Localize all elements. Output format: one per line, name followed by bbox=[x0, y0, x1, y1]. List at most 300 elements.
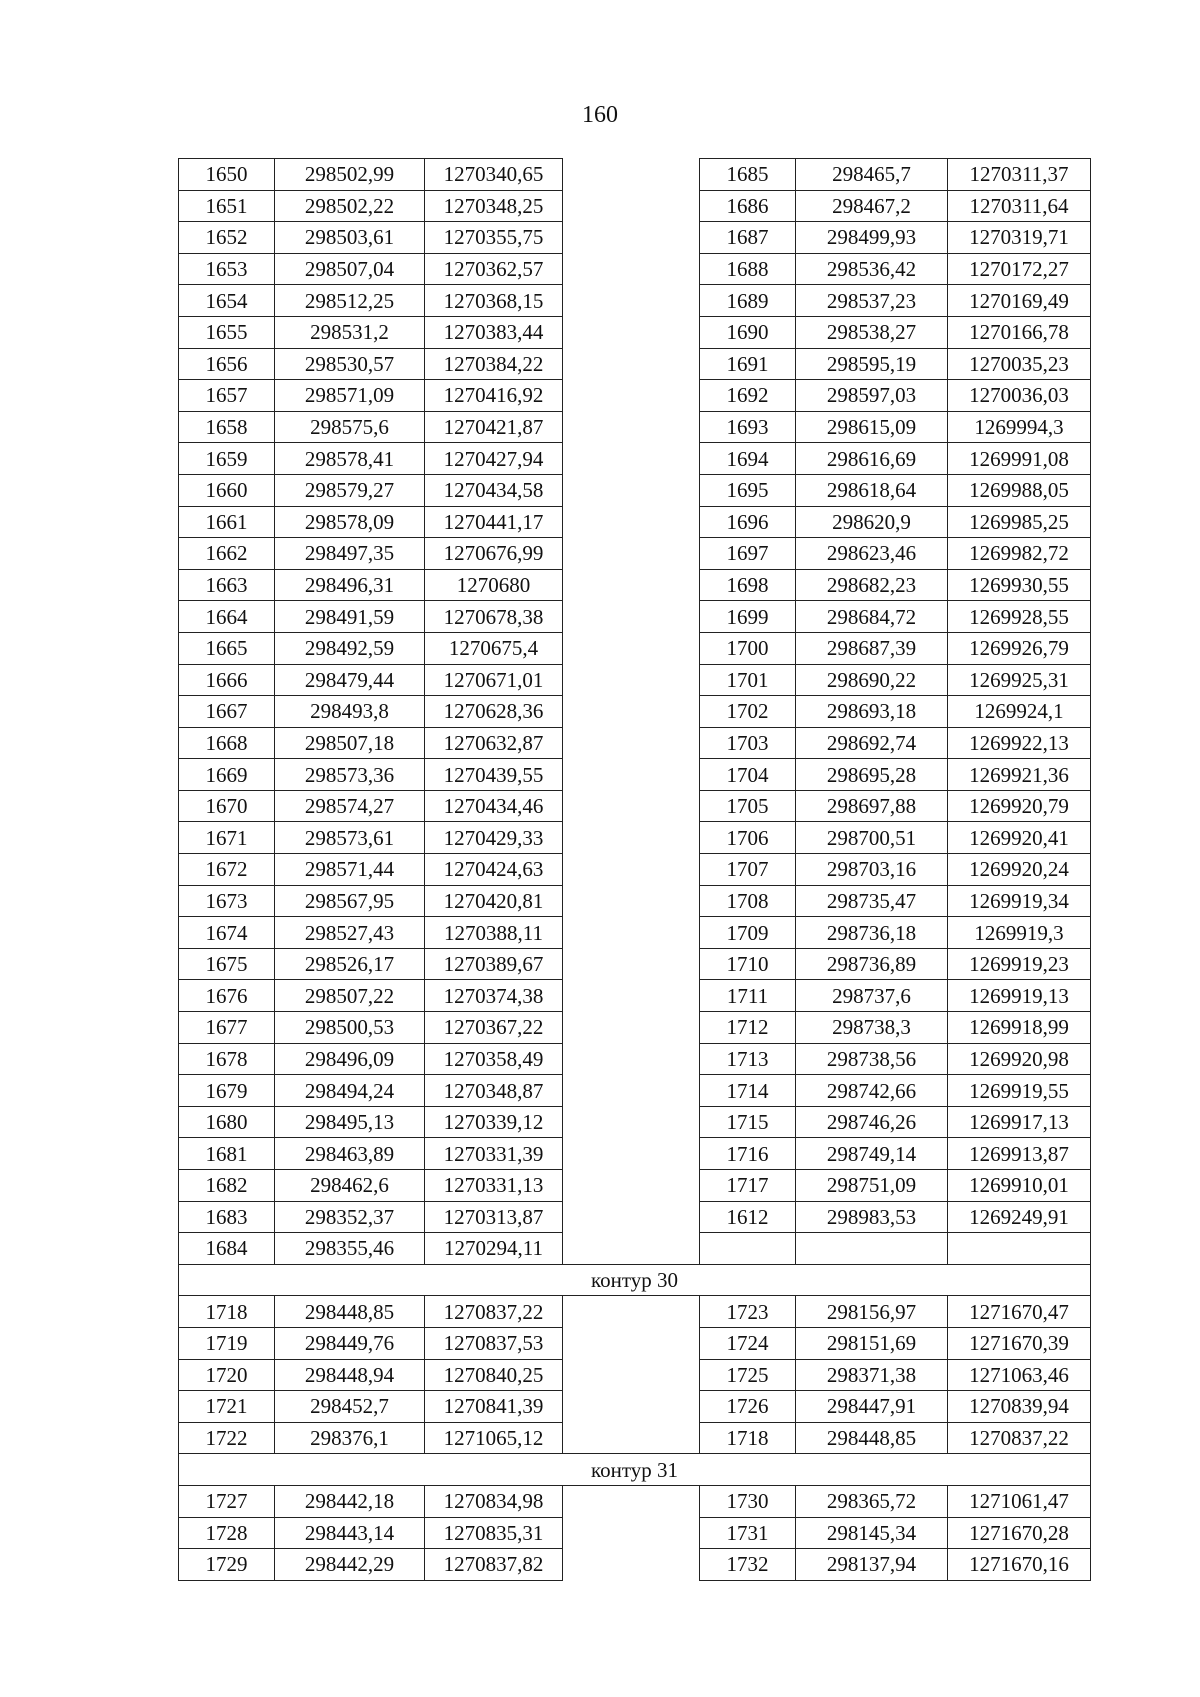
right-y-coordinate: 1270837,22 bbox=[948, 1422, 1091, 1454]
column-gap bbox=[563, 1422, 700, 1454]
left-y-coordinate: 1270348,25 bbox=[425, 190, 563, 222]
column-gap bbox=[563, 1170, 700, 1202]
right-y-coordinate: 1269926,79 bbox=[948, 632, 1091, 664]
left-x-coordinate: 298575,6 bbox=[275, 411, 425, 443]
right-point-number: 1724 bbox=[700, 1327, 796, 1359]
left-y-coordinate: 1270420,81 bbox=[425, 885, 563, 917]
right-x-coordinate: 298137,94 bbox=[796, 1549, 948, 1581]
right-y-coordinate: 1269985,25 bbox=[948, 506, 1091, 538]
right-y-coordinate: 1270319,71 bbox=[948, 222, 1091, 254]
left-point-number: 1664 bbox=[179, 601, 275, 633]
left-y-coordinate: 1270313,87 bbox=[425, 1201, 563, 1233]
left-point-number: 1729 bbox=[179, 1549, 275, 1581]
right-x-coordinate: 298703,16 bbox=[796, 854, 948, 886]
table-row bbox=[179, 474, 1091, 506]
left-y-coordinate: 1270837,22 bbox=[425, 1296, 563, 1328]
table-row bbox=[179, 664, 1091, 696]
left-x-coordinate: 298479,44 bbox=[275, 664, 425, 696]
right-point-number: 1711 bbox=[700, 980, 796, 1012]
left-point-number: 1662 bbox=[179, 538, 275, 570]
left-point-number: 1718 bbox=[179, 1296, 275, 1328]
right-y-coordinate: 1270036,03 bbox=[948, 380, 1091, 412]
right-point-number: 1730 bbox=[700, 1485, 796, 1517]
left-y-coordinate: 1270340,65 bbox=[425, 159, 563, 191]
left-x-coordinate: 298494,24 bbox=[275, 1075, 425, 1107]
right-point-number: 1701 bbox=[700, 664, 796, 696]
right-y-coordinate: 1270311,64 bbox=[948, 190, 1091, 222]
left-x-coordinate: 298352,37 bbox=[275, 1201, 425, 1233]
right-point-number: 1707 bbox=[700, 854, 796, 886]
table-row bbox=[179, 1043, 1091, 1075]
table-row bbox=[179, 948, 1091, 980]
left-point-number: 1683 bbox=[179, 1201, 275, 1233]
right-y-coordinate: 1269924,1 bbox=[948, 696, 1091, 728]
right-y-coordinate: 1269920,41 bbox=[948, 822, 1091, 854]
left-y-coordinate: 1270368,15 bbox=[425, 285, 563, 317]
left-x-coordinate: 298502,22 bbox=[275, 190, 425, 222]
right-point-number: 1687 bbox=[700, 222, 796, 254]
left-x-coordinate: 298496,31 bbox=[275, 569, 425, 601]
left-y-coordinate: 1270632,87 bbox=[425, 727, 563, 759]
column-gap bbox=[563, 569, 700, 601]
left-x-coordinate: 298512,25 bbox=[275, 285, 425, 317]
column-gap bbox=[563, 1517, 700, 1549]
right-y-coordinate: 1270166,78 bbox=[948, 316, 1091, 348]
coordinates-table-body bbox=[179, 159, 1091, 1581]
table-row bbox=[179, 569, 1091, 601]
left-x-coordinate: 298355,46 bbox=[275, 1233, 425, 1265]
left-point-number: 1668 bbox=[179, 727, 275, 759]
right-y-coordinate: 1271670,39 bbox=[948, 1327, 1091, 1359]
column-gap bbox=[563, 506, 700, 538]
table-row bbox=[179, 285, 1091, 317]
left-y-coordinate: 1270362,57 bbox=[425, 253, 563, 285]
left-y-coordinate: 1270837,53 bbox=[425, 1327, 563, 1359]
left-y-coordinate: 1270676,99 bbox=[425, 538, 563, 570]
column-gap bbox=[563, 632, 700, 664]
left-y-coordinate: 1270294,11 bbox=[425, 1233, 563, 1265]
left-x-coordinate: 298442,18 bbox=[275, 1485, 425, 1517]
left-y-coordinate: 1270441,17 bbox=[425, 506, 563, 538]
column-gap bbox=[563, 601, 700, 633]
left-point-number: 1659 bbox=[179, 443, 275, 475]
column-gap bbox=[563, 1391, 700, 1423]
right-x-coordinate: 298746,26 bbox=[796, 1106, 948, 1138]
left-y-coordinate: 1270358,49 bbox=[425, 1043, 563, 1075]
left-point-number: 1660 bbox=[179, 474, 275, 506]
left-y-coordinate: 1270331,39 bbox=[425, 1138, 563, 1170]
column-gap bbox=[563, 316, 700, 348]
right-x-coordinate: 298690,22 bbox=[796, 664, 948, 696]
right-y-coordinate: 1270035,23 bbox=[948, 348, 1091, 380]
left-y-coordinate: 1270421,87 bbox=[425, 411, 563, 443]
left-x-coordinate: 298496,09 bbox=[275, 1043, 425, 1075]
right-point-number: 1716 bbox=[700, 1138, 796, 1170]
right-x-coordinate: 298371,38 bbox=[796, 1359, 948, 1391]
right-y-coordinate: 1270311,37 bbox=[948, 159, 1091, 191]
right-y-coordinate: 1270839,94 bbox=[948, 1391, 1091, 1423]
right-x-coordinate: 298156,97 bbox=[796, 1296, 948, 1328]
left-x-coordinate: 298448,85 bbox=[275, 1296, 425, 1328]
left-point-number: 1679 bbox=[179, 1075, 275, 1107]
table-row bbox=[179, 1170, 1091, 1202]
left-point-number: 1719 bbox=[179, 1327, 275, 1359]
left-point-number: 1667 bbox=[179, 696, 275, 728]
table-row bbox=[179, 1327, 1091, 1359]
left-x-coordinate: 298497,35 bbox=[275, 538, 425, 570]
column-gap bbox=[563, 1138, 700, 1170]
right-point-number: 1685 bbox=[700, 159, 796, 191]
left-point-number: 1669 bbox=[179, 759, 275, 791]
right-x-coordinate: 298616,69 bbox=[796, 443, 948, 475]
table-row bbox=[179, 1075, 1091, 1107]
left-y-coordinate: 1270837,82 bbox=[425, 1549, 563, 1581]
left-y-coordinate: 1270427,94 bbox=[425, 443, 563, 475]
table-row bbox=[179, 1422, 1091, 1454]
table-row bbox=[179, 253, 1091, 285]
table-row bbox=[179, 1296, 1091, 1328]
right-x-coordinate: 298538,27 bbox=[796, 316, 948, 348]
left-point-number: 1665 bbox=[179, 632, 275, 664]
column-gap bbox=[563, 443, 700, 475]
left-y-coordinate: 1270388,11 bbox=[425, 917, 563, 949]
right-x-coordinate: 298595,19 bbox=[796, 348, 948, 380]
left-x-coordinate: 298526,17 bbox=[275, 948, 425, 980]
right-point-number: 1710 bbox=[700, 948, 796, 980]
section-heading-row bbox=[179, 1454, 1091, 1486]
column-gap bbox=[563, 1012, 700, 1044]
left-x-coordinate: 298442,29 bbox=[275, 1549, 425, 1581]
left-point-number: 1721 bbox=[179, 1391, 275, 1423]
column-gap bbox=[563, 1485, 700, 1517]
left-x-coordinate: 298578,09 bbox=[275, 506, 425, 538]
left-point-number: 1654 bbox=[179, 285, 275, 317]
left-point-number: 1675 bbox=[179, 948, 275, 980]
left-y-coordinate: 1270424,63 bbox=[425, 854, 563, 886]
left-x-coordinate: 298443,14 bbox=[275, 1517, 425, 1549]
left-x-coordinate: 298448,94 bbox=[275, 1359, 425, 1391]
left-point-number: 1657 bbox=[179, 380, 275, 412]
table-row bbox=[179, 1485, 1091, 1517]
right-y-coordinate: 1269920,98 bbox=[948, 1043, 1091, 1075]
left-x-coordinate: 298571,44 bbox=[275, 854, 425, 886]
left-point-number: 1653 bbox=[179, 253, 275, 285]
right-point-number: 1698 bbox=[700, 569, 796, 601]
left-y-coordinate: 1270439,55 bbox=[425, 759, 563, 791]
right-point-number: 1699 bbox=[700, 601, 796, 633]
table-row bbox=[179, 1517, 1091, 1549]
column-gap bbox=[563, 1106, 700, 1138]
right-x-coordinate: 298983,53 bbox=[796, 1201, 948, 1233]
table-row bbox=[179, 1359, 1091, 1391]
right-x-coordinate: 298615,09 bbox=[796, 411, 948, 443]
left-point-number: 1658 bbox=[179, 411, 275, 443]
right-x-coordinate: 298687,39 bbox=[796, 632, 948, 664]
left-y-coordinate: 1270675,4 bbox=[425, 632, 563, 664]
left-point-number: 1650 bbox=[179, 159, 275, 191]
left-point-number: 1671 bbox=[179, 822, 275, 854]
column-gap bbox=[563, 159, 700, 191]
table-row bbox=[179, 411, 1091, 443]
page-number: 160 bbox=[582, 102, 618, 128]
right-point-number: 1723 bbox=[700, 1296, 796, 1328]
left-y-coordinate: 1270384,22 bbox=[425, 348, 563, 380]
left-x-coordinate: 298574,27 bbox=[275, 790, 425, 822]
column-gap bbox=[563, 190, 700, 222]
right-y-coordinate: 1269918,99 bbox=[948, 1012, 1091, 1044]
right-x-coordinate: 298738,56 bbox=[796, 1043, 948, 1075]
right-x-coordinate: 298735,47 bbox=[796, 885, 948, 917]
right-point-number: 1691 bbox=[700, 348, 796, 380]
column-gap bbox=[563, 759, 700, 791]
table-row bbox=[179, 601, 1091, 633]
left-y-coordinate: 1270680 bbox=[425, 569, 563, 601]
right-point-number: 1692 bbox=[700, 380, 796, 412]
right-x-coordinate: 298537,23 bbox=[796, 285, 948, 317]
table-row bbox=[179, 222, 1091, 254]
right-point-number: 1688 bbox=[700, 253, 796, 285]
right-x-coordinate bbox=[796, 1233, 948, 1265]
left-y-coordinate: 1270671,01 bbox=[425, 664, 563, 696]
right-y-coordinate: 1270172,27 bbox=[948, 253, 1091, 285]
left-x-coordinate: 298578,41 bbox=[275, 443, 425, 475]
right-y-coordinate: 1271063,46 bbox=[948, 1359, 1091, 1391]
left-y-coordinate: 1270434,46 bbox=[425, 790, 563, 822]
left-point-number: 1670 bbox=[179, 790, 275, 822]
left-y-coordinate: 1270389,67 bbox=[425, 948, 563, 980]
left-point-number: 1720 bbox=[179, 1359, 275, 1391]
column-gap bbox=[563, 822, 700, 854]
left-point-number: 1722 bbox=[179, 1422, 275, 1454]
right-y-coordinate: 1271670,47 bbox=[948, 1296, 1091, 1328]
right-x-coordinate: 298738,3 bbox=[796, 1012, 948, 1044]
left-x-coordinate: 298503,61 bbox=[275, 222, 425, 254]
column-gap bbox=[563, 222, 700, 254]
right-point-number: 1694 bbox=[700, 443, 796, 475]
column-gap bbox=[563, 411, 700, 443]
table-row bbox=[179, 380, 1091, 412]
right-x-coordinate: 298742,66 bbox=[796, 1075, 948, 1107]
right-y-coordinate: 1271061,47 bbox=[948, 1485, 1091, 1517]
left-point-number: 1680 bbox=[179, 1106, 275, 1138]
right-point-number: 1696 bbox=[700, 506, 796, 538]
left-point-number: 1652 bbox=[179, 222, 275, 254]
table-row bbox=[179, 443, 1091, 475]
table-row bbox=[179, 1138, 1091, 1170]
left-x-coordinate: 298507,18 bbox=[275, 727, 425, 759]
right-y-coordinate: 1269919,13 bbox=[948, 980, 1091, 1012]
right-point-number: 1713 bbox=[700, 1043, 796, 1075]
right-point-number: 1693 bbox=[700, 411, 796, 443]
right-x-coordinate: 298465,7 bbox=[796, 159, 948, 191]
section-heading: контур 30 bbox=[179, 1264, 1091, 1296]
left-y-coordinate: 1270434,58 bbox=[425, 474, 563, 506]
right-x-coordinate: 298692,74 bbox=[796, 727, 948, 759]
column-gap bbox=[563, 1549, 700, 1581]
right-y-coordinate: 1269921,36 bbox=[948, 759, 1091, 791]
column-gap bbox=[563, 854, 700, 886]
table-row bbox=[179, 980, 1091, 1012]
column-gap bbox=[563, 285, 700, 317]
right-point-number: 1706 bbox=[700, 822, 796, 854]
right-y-coordinate: 1269922,13 bbox=[948, 727, 1091, 759]
column-gap bbox=[563, 1201, 700, 1233]
right-x-coordinate: 298682,23 bbox=[796, 569, 948, 601]
right-point-number: 1704 bbox=[700, 759, 796, 791]
table-row bbox=[179, 1201, 1091, 1233]
left-point-number: 1655 bbox=[179, 316, 275, 348]
left-y-coordinate: 1270834,98 bbox=[425, 1485, 563, 1517]
right-point-number: 1695 bbox=[700, 474, 796, 506]
left-y-coordinate: 1270840,25 bbox=[425, 1359, 563, 1391]
left-x-coordinate: 298502,99 bbox=[275, 159, 425, 191]
left-x-coordinate: 298573,61 bbox=[275, 822, 425, 854]
right-x-coordinate: 298737,6 bbox=[796, 980, 948, 1012]
table-row bbox=[179, 632, 1091, 664]
left-point-number: 1676 bbox=[179, 980, 275, 1012]
right-point-number: 1731 bbox=[700, 1517, 796, 1549]
right-y-coordinate: 1269249,91 bbox=[948, 1201, 1091, 1233]
right-point-number: 1718 bbox=[700, 1422, 796, 1454]
right-x-coordinate: 298145,34 bbox=[796, 1517, 948, 1549]
left-y-coordinate: 1270348,87 bbox=[425, 1075, 563, 1107]
right-x-coordinate: 298499,93 bbox=[796, 222, 948, 254]
column-gap bbox=[563, 696, 700, 728]
table-row bbox=[179, 727, 1091, 759]
right-point-number: 1700 bbox=[700, 632, 796, 664]
right-x-coordinate: 298151,69 bbox=[796, 1327, 948, 1359]
left-y-coordinate: 1270835,31 bbox=[425, 1517, 563, 1549]
right-y-coordinate: 1269919,55 bbox=[948, 1075, 1091, 1107]
left-point-number: 1678 bbox=[179, 1043, 275, 1075]
right-x-coordinate: 298700,51 bbox=[796, 822, 948, 854]
right-x-coordinate: 298447,91 bbox=[796, 1391, 948, 1423]
column-gap bbox=[563, 1233, 700, 1265]
table-row bbox=[179, 1549, 1091, 1581]
right-y-coordinate: 1269928,55 bbox=[948, 601, 1091, 633]
right-y-coordinate: 1269925,31 bbox=[948, 664, 1091, 696]
right-x-coordinate: 298736,18 bbox=[796, 917, 948, 949]
right-y-coordinate: 1270169,49 bbox=[948, 285, 1091, 317]
right-point-number: 1703 bbox=[700, 727, 796, 759]
table-row bbox=[179, 759, 1091, 791]
right-x-coordinate: 298695,28 bbox=[796, 759, 948, 791]
right-point-number: 1717 bbox=[700, 1170, 796, 1202]
right-x-coordinate: 298623,46 bbox=[796, 538, 948, 570]
right-x-coordinate: 298697,88 bbox=[796, 790, 948, 822]
left-x-coordinate: 298573,36 bbox=[275, 759, 425, 791]
left-y-coordinate: 1270355,75 bbox=[425, 222, 563, 254]
right-y-coordinate: 1269920,79 bbox=[948, 790, 1091, 822]
left-point-number: 1666 bbox=[179, 664, 275, 696]
column-gap bbox=[563, 348, 700, 380]
table-row bbox=[179, 1391, 1091, 1423]
right-point-number: 1712 bbox=[700, 1012, 796, 1044]
right-x-coordinate: 298448,85 bbox=[796, 1422, 948, 1454]
left-x-coordinate: 298495,13 bbox=[275, 1106, 425, 1138]
left-x-coordinate: 298493,8 bbox=[275, 696, 425, 728]
section-heading: контур 31 bbox=[179, 1454, 1091, 1486]
table-row bbox=[179, 316, 1091, 348]
table-row bbox=[179, 1012, 1091, 1044]
left-point-number: 1682 bbox=[179, 1170, 275, 1202]
left-y-coordinate: 1270339,12 bbox=[425, 1106, 563, 1138]
right-x-coordinate: 298751,09 bbox=[796, 1170, 948, 1202]
right-y-coordinate: 1269910,01 bbox=[948, 1170, 1091, 1202]
right-y-coordinate: 1271670,16 bbox=[948, 1549, 1091, 1581]
right-point-number: 1690 bbox=[700, 316, 796, 348]
left-y-coordinate: 1270383,44 bbox=[425, 316, 563, 348]
right-x-coordinate: 298620,9 bbox=[796, 506, 948, 538]
right-point-number: 1689 bbox=[700, 285, 796, 317]
right-point-number: 1732 bbox=[700, 1549, 796, 1581]
right-point-number: 1709 bbox=[700, 917, 796, 949]
right-x-coordinate: 298536,42 bbox=[796, 253, 948, 285]
right-y-coordinate: 1269991,08 bbox=[948, 443, 1091, 475]
table-row bbox=[179, 885, 1091, 917]
left-x-coordinate: 298527,43 bbox=[275, 917, 425, 949]
right-point-number: 1726 bbox=[700, 1391, 796, 1423]
left-x-coordinate: 298530,57 bbox=[275, 348, 425, 380]
column-gap bbox=[563, 1327, 700, 1359]
left-y-coordinate: 1270429,33 bbox=[425, 822, 563, 854]
right-point-number: 1715 bbox=[700, 1106, 796, 1138]
right-x-coordinate: 298736,89 bbox=[796, 948, 948, 980]
right-point-number: 1697 bbox=[700, 538, 796, 570]
table-row bbox=[179, 696, 1091, 728]
right-y-coordinate: 1269913,87 bbox=[948, 1138, 1091, 1170]
right-point-number: 1702 bbox=[700, 696, 796, 728]
left-x-coordinate: 298492,59 bbox=[275, 632, 425, 664]
left-x-coordinate: 298579,27 bbox=[275, 474, 425, 506]
right-point-number: 1714 bbox=[700, 1075, 796, 1107]
column-gap bbox=[563, 1359, 700, 1391]
table-row bbox=[179, 790, 1091, 822]
left-point-number: 1674 bbox=[179, 917, 275, 949]
column-gap bbox=[563, 1296, 700, 1328]
left-point-number: 1661 bbox=[179, 506, 275, 538]
left-y-coordinate: 1270678,38 bbox=[425, 601, 563, 633]
right-x-coordinate: 298618,64 bbox=[796, 474, 948, 506]
right-point-number: 1612 bbox=[700, 1201, 796, 1233]
left-x-coordinate: 298462,6 bbox=[275, 1170, 425, 1202]
section-heading-row bbox=[179, 1264, 1091, 1296]
right-x-coordinate: 298693,18 bbox=[796, 696, 948, 728]
left-point-number: 1727 bbox=[179, 1485, 275, 1517]
left-point-number: 1651 bbox=[179, 190, 275, 222]
table-row bbox=[179, 1106, 1091, 1138]
column-gap bbox=[563, 1075, 700, 1107]
right-x-coordinate: 298467,2 bbox=[796, 190, 948, 222]
right-y-coordinate: 1269920,24 bbox=[948, 854, 1091, 886]
left-y-coordinate: 1270628,36 bbox=[425, 696, 563, 728]
table-row bbox=[179, 190, 1091, 222]
column-gap bbox=[563, 980, 700, 1012]
right-x-coordinate: 298597,03 bbox=[796, 380, 948, 412]
left-point-number: 1656 bbox=[179, 348, 275, 380]
right-x-coordinate: 298684,72 bbox=[796, 601, 948, 633]
column-gap bbox=[563, 917, 700, 949]
left-x-coordinate: 298463,89 bbox=[275, 1138, 425, 1170]
left-point-number: 1677 bbox=[179, 1012, 275, 1044]
right-y-coordinate: 1269988,05 bbox=[948, 474, 1091, 506]
column-gap bbox=[563, 885, 700, 917]
right-point-number: 1705 bbox=[700, 790, 796, 822]
left-y-coordinate: 1270367,22 bbox=[425, 1012, 563, 1044]
table-row bbox=[179, 1233, 1091, 1265]
left-point-number: 1673 bbox=[179, 885, 275, 917]
column-gap bbox=[563, 253, 700, 285]
